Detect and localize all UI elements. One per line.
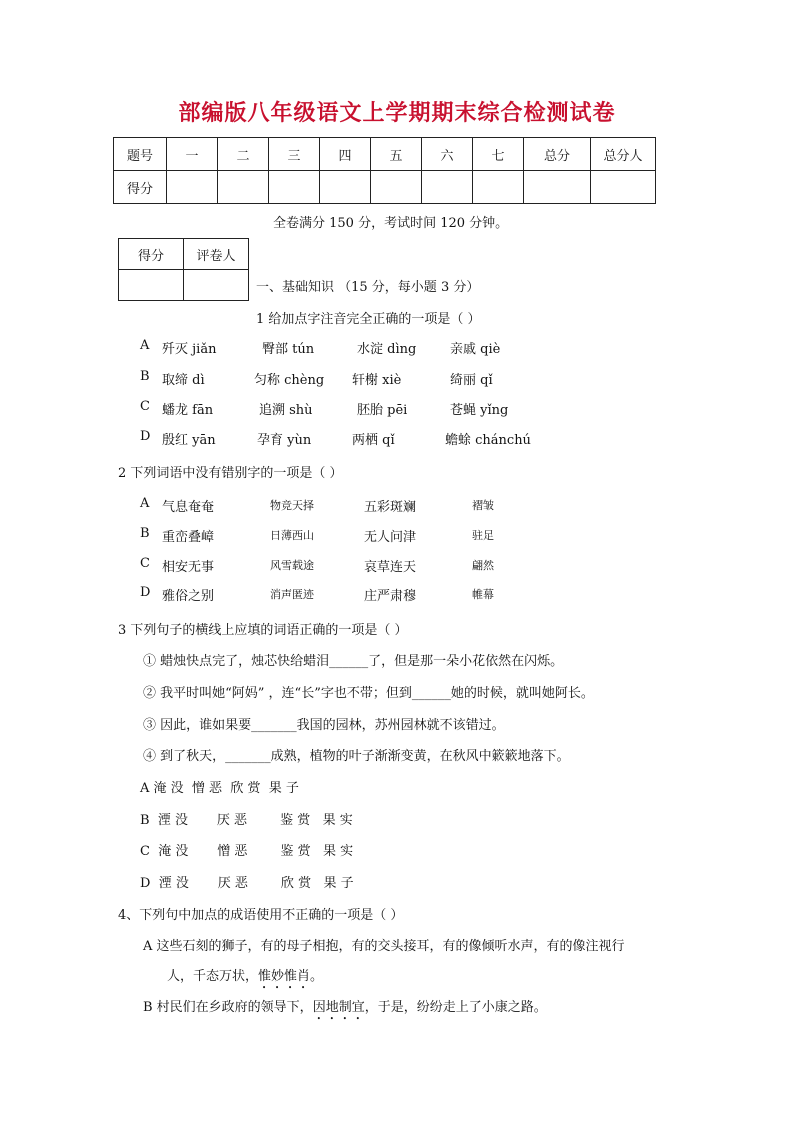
dotted-idiom: 因地制宜 (312, 1000, 365, 1015)
option-item: 水淀 dìng (357, 342, 417, 357)
option-item: 苍蝇 yǐng (450, 403, 509, 418)
score-table-header-row (114, 138, 656, 171)
dotted-idiom: 惟妙惟肖 (258, 969, 311, 984)
question-stem: 2 下列词语中没有错别字的一项是（ ） (118, 466, 343, 481)
option-label: C (140, 556, 150, 571)
option-item: 物竞天择 (270, 499, 314, 512)
score-input-cell[interactable] (591, 171, 656, 204)
option-item: 五彩斑斓 (364, 500, 417, 515)
score-input-cell[interactable] (422, 171, 473, 204)
answer-option-continuation (167, 965, 323, 992)
option-item: 歼灭 jiǎn (162, 342, 217, 357)
score-input-cell[interactable] (524, 171, 591, 204)
text-segment: 。 (310, 969, 324, 984)
score-input-cell[interactable] (167, 171, 218, 204)
score-cell: 五 (371, 138, 422, 171)
option-item: 日薄西山 (270, 529, 314, 542)
score-input-cell[interactable] (218, 171, 269, 204)
score-cell: 一 (167, 138, 218, 171)
option-item: 孕育 yùn (257, 433, 312, 448)
option-item: 风雪载途 (270, 559, 314, 572)
score-input-cell[interactable] (371, 171, 422, 204)
option-label: B (140, 526, 150, 541)
option-item: 蟾蜍 chánchú (445, 433, 531, 448)
question-stem: 3 下列句子的横线上应填的词语正确的一项是（ ） (118, 623, 408, 638)
question-stem: 4、下列句中加点的成语使用不正确的一项是（ ） (118, 908, 404, 923)
score-cell: 二 (218, 138, 269, 171)
option-item: 雅俗之别 (162, 589, 215, 604)
option-item: 追溯 shù (259, 403, 313, 418)
option-label: A (140, 338, 150, 353)
option-item: 驻足 (472, 529, 494, 542)
answer-option: A 这些石刻的狮子，有的母子相抱，有的交头接耳，有的像倾听水声，有的像注视行 (143, 939, 625, 954)
option-item: 消声匿迹 (270, 588, 314, 601)
page-title: 部编版八年级语文上学期期末综合检测试卷 (178, 101, 616, 126)
option-item: 气息奄奄 (162, 500, 215, 515)
answer-option (143, 996, 547, 1023)
option-label: B (140, 369, 150, 384)
score-cell: 得分 (114, 171, 167, 204)
score-input-cell[interactable] (320, 171, 371, 204)
option-label: D (140, 585, 151, 600)
text-segment: ，于是，纷纷走上了小康之路。 (364, 1000, 547, 1015)
grader-cell: 得分 (119, 239, 184, 270)
sentence: ① 蜡烛快点完了，烛芯快给蜡泪______了，但是那一朵小花依然在闪烁。 (143, 654, 564, 669)
score-cell: 题号 (114, 138, 167, 171)
score-table (113, 137, 656, 204)
score-cell: 总分人 (591, 138, 656, 171)
option-item: 翩然 (472, 559, 494, 572)
answer-option: C 淹 没 憎 恶 鉴 赏 果 实 (140, 844, 354, 859)
score-input-cell[interactable] (473, 171, 524, 204)
score-cell: 总分 (524, 138, 591, 171)
exam-info: 全卷满分 150 分，考试时间 120 分钟。 (273, 216, 509, 231)
text-segment: B 村民们在乡政府的领导下， (143, 1000, 313, 1015)
option-label: D (140, 429, 151, 444)
option-item: 轩榭 xiè (352, 373, 402, 388)
score-input-cell[interactable] (269, 171, 320, 204)
grader-input-cell[interactable] (184, 270, 249, 301)
sentence: ③ 因此，谁如果要_______我国的园林，苏州园林就不该错过。 (143, 718, 505, 733)
option-item: 无人问津 (364, 530, 417, 545)
grader-table (118, 238, 249, 301)
score-cell: 三 (269, 138, 320, 171)
option-item: 褶皱 (472, 499, 494, 512)
option-item: 臀部 tún (262, 342, 315, 357)
score-table-score-row (114, 171, 656, 204)
option-item: 庄严肃穆 (364, 589, 417, 604)
option-item: 帷幕 (472, 588, 494, 601)
option-item: 殷红 yān (162, 433, 216, 448)
score-cell: 四 (320, 138, 371, 171)
option-item: 取缔 dì (162, 373, 205, 388)
score-cell: 六 (422, 138, 473, 171)
answer-option: A 淹 没 憎 恶 欣 赏 果 子 (140, 781, 299, 796)
sentence: ④ 到了秋天，_______成熟，植物的叶子渐渐变黄，在秋风中簌簌地落下。 (143, 749, 570, 764)
score-cell: 七 (473, 138, 524, 171)
sentence: ② 我平时叫她“阿妈” ，连“长”字也不带；但到______她的时候，就叫她阿长。 (143, 686, 594, 701)
option-item: 亲戚 qiè (450, 342, 501, 357)
option-item: 相安无事 (162, 560, 215, 575)
option-item: 匀称 chèng (254, 373, 325, 388)
option-item: 哀草连天 (364, 560, 417, 575)
section-heading: 一、基础知识 （15 分，每小题 3 分） (256, 280, 480, 295)
grader-cell: 评卷人 (184, 239, 249, 270)
option-label: A (140, 496, 150, 511)
option-item: 蟠龙 fān (162, 403, 214, 418)
option-item: 绮丽 qǐ (450, 373, 493, 388)
question-stem: 1 给加点字注音完全正确的一项是（ ） (256, 312, 481, 327)
option-label: C (140, 399, 150, 414)
grader-input-cell[interactable] (119, 270, 184, 301)
answer-option: D 湮 没 厌 恶 欣 赏 果 子 (140, 876, 354, 891)
text-segment: 人，千态万状， (167, 969, 259, 984)
option-item: 两栖 qǐ (352, 433, 395, 448)
answer-option: B 湮 没 厌 恶 鉴 赏 果 实 (140, 813, 353, 828)
option-item: 重峦叠嶂 (162, 530, 215, 545)
option-item: 胚胎 pēi (357, 403, 408, 418)
